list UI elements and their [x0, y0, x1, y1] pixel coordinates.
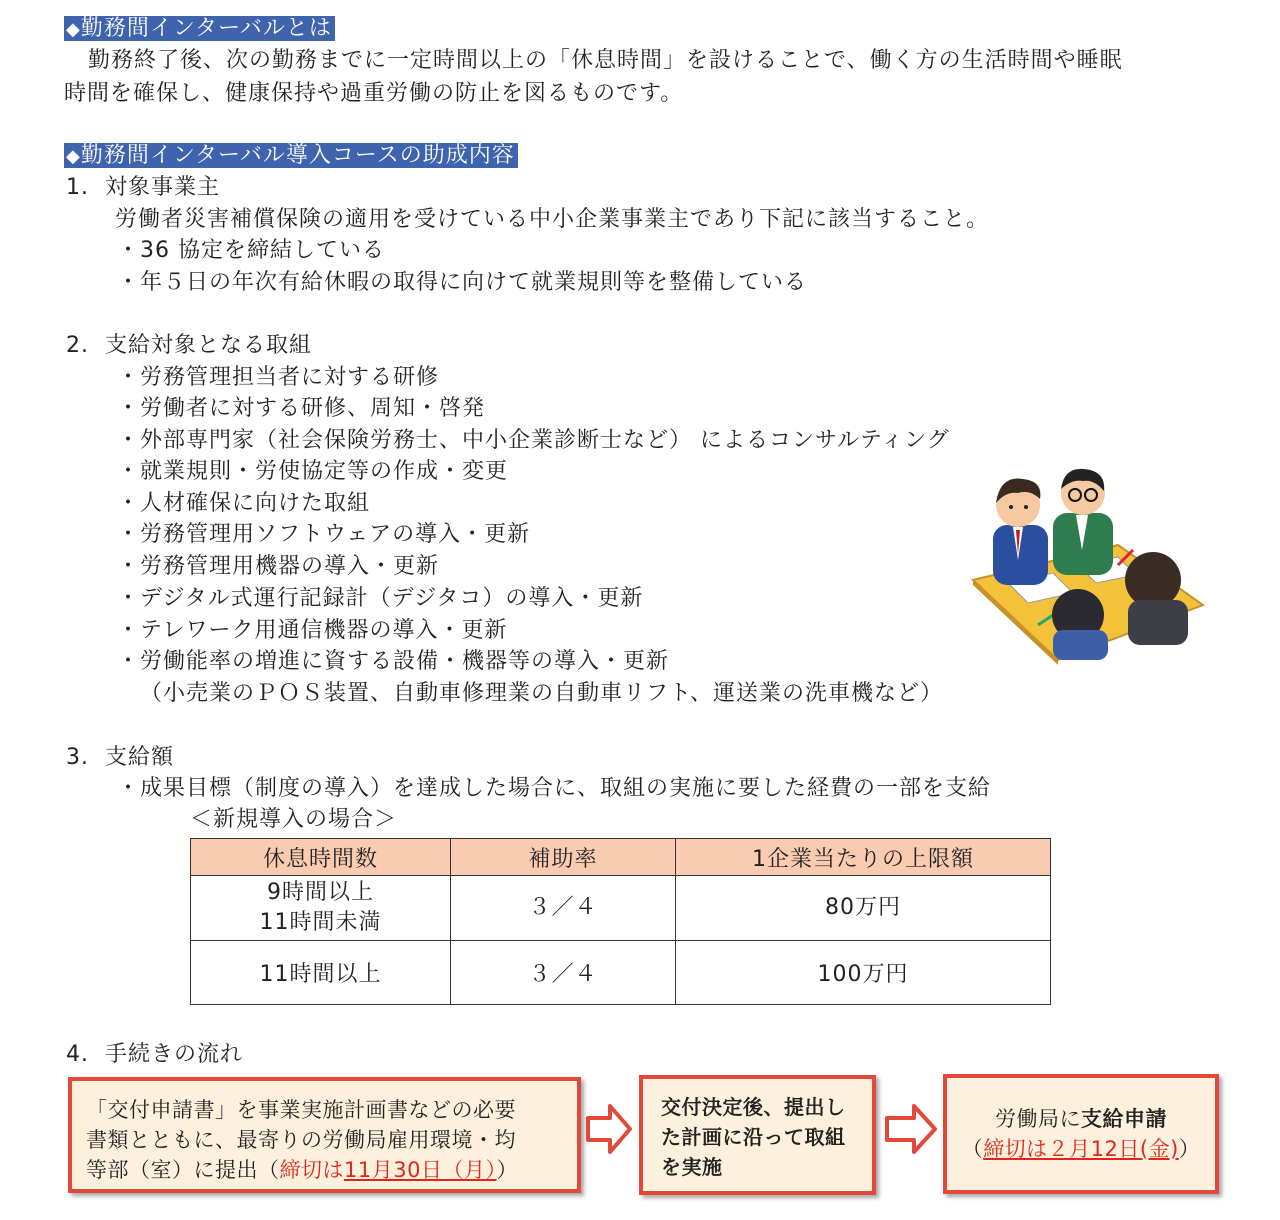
- item2-note: （小売業のＰＯＳ装置、自動車修理業の自動車リフト、運送業の洗車機など）: [140, 681, 944, 706]
- item1-bullet: ・36 協定を締結している: [117, 238, 385, 263]
- arrow-right-icon: [585, 1103, 633, 1155]
- table-cell-limit: 80万円: [676, 876, 1051, 941]
- item4-heading: [66, 1041, 243, 1069]
- table-header-cell: 補助率: [451, 839, 676, 876]
- item3-bullet: ・成果目標（制度の導入）を達成した場合に、取組の実施に要した経費の一部を支給: [117, 776, 992, 801]
- item2-bullet: ・労働者に対する研修、周知・啓発: [117, 396, 486, 421]
- table-cell-rate: ３／４: [451, 876, 676, 941]
- item2-bullet: ・外部専門家（社会保険労務士、中小企業診断士など） によるコンサルティング: [117, 428, 950, 453]
- flow-step-implement: [639, 1075, 876, 1195]
- step3-bold-text: 支給申請: [1081, 1107, 1167, 1131]
- arrow-right-icon: [884, 1103, 938, 1155]
- step2-line: 交付決定後、提出し: [661, 1095, 846, 1119]
- item2-bullet: ・テレワーク用通信機器の導入・更新: [117, 618, 508, 643]
- step3-line: [947, 1104, 1215, 1134]
- table-row: [191, 876, 1051, 941]
- item2-bullet: ・人材確保に向けた取組: [117, 491, 371, 516]
- step3-close-paren: ）: [1178, 1137, 1201, 1161]
- table-cell-hours: [191, 876, 451, 941]
- table-cell-rate: ３／４: [451, 941, 676, 1005]
- table-header-row: [191, 839, 1051, 876]
- meeting-illustration: [968, 465, 1208, 665]
- deadline-date: 11月30日（月）: [344, 1158, 497, 1182]
- item3-title: 支給額: [105, 745, 175, 770]
- deadline-label: 締切は: [279, 1158, 344, 1182]
- table-header-cell: 1企業当たりの上限額: [676, 839, 1051, 876]
- step1-line: [86, 1155, 577, 1185]
- table-caption: ＜新規導入の場合＞: [190, 807, 398, 832]
- subsidy-table: [190, 838, 1051, 1005]
- item1-bullet: ・年５日の年次有給休暇の取得に向けて就業規則等を整備している: [117, 270, 808, 295]
- item2-bullet: ・労務管理担当者に対する研修: [117, 365, 440, 390]
- item2-bullet: ・デジタル式運行記録計（デジタコ）の導入・更新: [117, 586, 644, 611]
- interval-heading-text: 勤務間インターバルとは: [80, 16, 332, 41]
- item1-heading: [66, 174, 220, 202]
- course-heading-text: 勤務間インターバル導入コースの助成内容: [80, 143, 515, 168]
- step2-line: た計画に沿って取組: [661, 1125, 846, 1149]
- flow-step-application: [68, 1077, 581, 1193]
- hours-line: 11時間未満: [259, 910, 382, 935]
- item2-bullet: ・就業規則・労使協定等の作成・変更: [117, 459, 509, 484]
- item2-number: 2.: [66, 333, 89, 358]
- item2-bullet: ・労務管理用ソフトウェアの導入・更新: [117, 522, 531, 547]
- item3-number: 3.: [66, 745, 89, 770]
- step3-text: 労働局に: [995, 1107, 1081, 1131]
- step3-line: [947, 1134, 1215, 1164]
- table-cell-limit: 100万円: [676, 941, 1051, 1005]
- payment-deadline: 締切は２月12日(金): [983, 1137, 1179, 1161]
- item1-number: 1.: [66, 175, 89, 200]
- interval-body-line1: 勤務終了後、次の勤務までに一定時間以上の「休息時間」を設けることで、働く方の生活時間や睡眠: [88, 48, 1123, 73]
- hours-line: 9時間以上: [267, 880, 374, 905]
- step1-close-paren: ）: [496, 1158, 518, 1182]
- course-heading: [64, 142, 518, 171]
- diamond-icon: ◆: [66, 146, 81, 167]
- item1-title: 対象事業主: [105, 175, 221, 200]
- interval-body-line2: 時間を確保し、健康保持や過重労働の防止を図るものです。: [64, 81, 684, 106]
- step1-line: 「交付申請書」を事業実施計画書などの必要: [86, 1098, 516, 1122]
- step1-line: 書類とともに、最寄りの労働局雇用環境・均: [86, 1128, 516, 1152]
- item4-title: 手続きの流れ: [105, 1042, 244, 1067]
- flow-step-payment-request: [943, 1074, 1219, 1194]
- item4-number: 4.: [66, 1042, 89, 1067]
- table-header-cell: 休息時間数: [191, 839, 451, 876]
- interval-heading: [64, 15, 335, 44]
- item2-title: 支給対象となる取組: [105, 333, 313, 358]
- step1-line3-text: 等部（室）に提出（: [86, 1158, 280, 1182]
- item2-heading: [66, 332, 312, 360]
- item3-heading: [66, 744, 174, 772]
- item2-bullet: ・労務管理用機器の導入・更新: [117, 554, 440, 579]
- step3-open-paren: （: [961, 1137, 984, 1161]
- step2-line: を実施: [661, 1155, 723, 1179]
- table-cell-hours: 11時間以上: [191, 941, 451, 1005]
- diamond-icon: ◆: [66, 19, 81, 40]
- table-row: [191, 941, 1051, 1005]
- item1-desc: 労働者災害補償保険の適用を受けている中小企業事業主であり下記に該当すること。: [115, 207, 990, 232]
- item2-bullet: ・労働能率の増進に資する設備・機器等の導入・更新: [117, 649, 670, 674]
